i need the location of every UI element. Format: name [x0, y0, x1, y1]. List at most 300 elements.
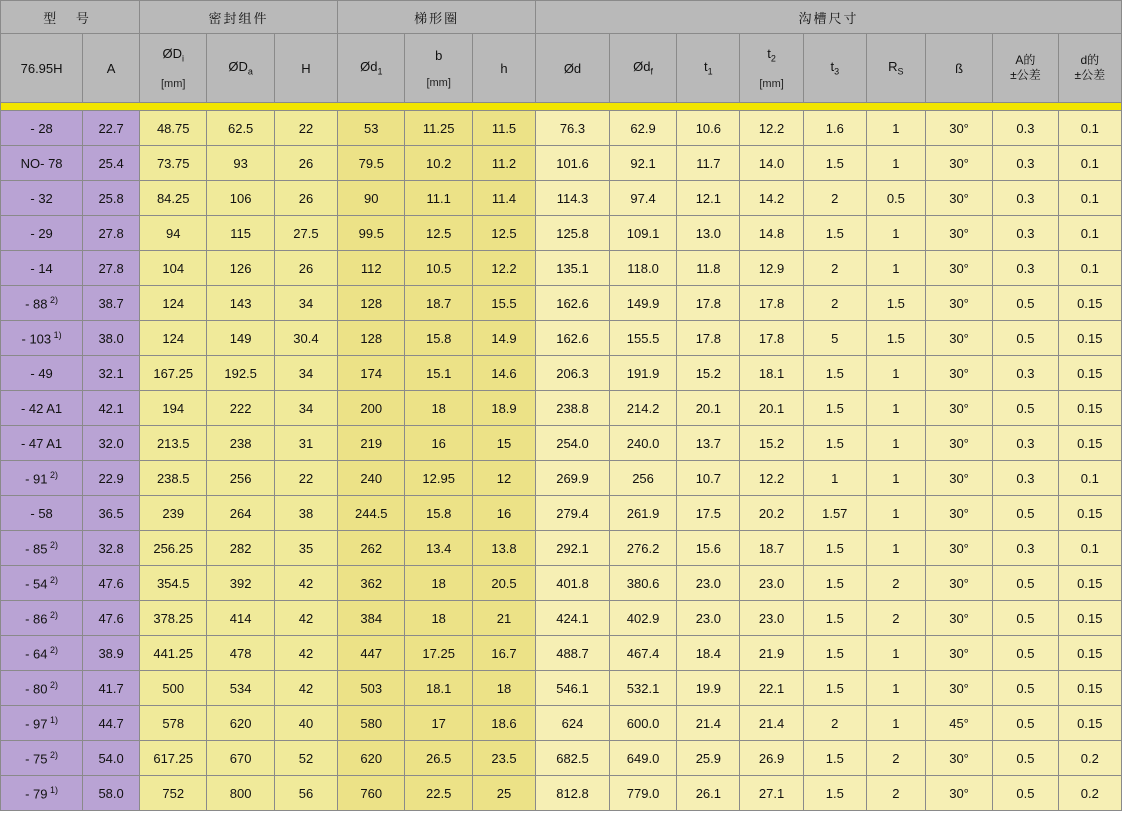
cell-beta: 30°: [925, 741, 992, 776]
table-row: [1, 531, 1122, 566]
cell-df: 649.0: [609, 741, 676, 776]
cell-t2: 20.1: [740, 391, 803, 426]
cell-t3: 1.5: [803, 356, 866, 391]
cell-df: 118.0: [609, 251, 676, 286]
cell-d: 279.4: [536, 496, 610, 531]
cell-t2: 17.8: [740, 286, 803, 321]
cell-b: 17.25: [405, 636, 472, 671]
cell-b: 18: [405, 601, 472, 636]
cell-model: - 29: [1, 216, 83, 251]
tolerance-A-line2: ±公差: [1010, 68, 1041, 82]
cell-beta: 30°: [925, 356, 992, 391]
cell-t3: 1.5: [803, 146, 866, 181]
column-header-A: [83, 34, 140, 103]
cell-tolerance-A: 0.5: [993, 636, 1058, 671]
cell-Da: 62.5: [207, 111, 274, 146]
cell-df: 214.2: [609, 391, 676, 426]
cell-model: - 80 $^{2)}$: [1, 671, 83, 706]
accent-divider-row: [1, 103, 1122, 111]
cell-t2: 23.0: [740, 566, 803, 601]
table-row: [1, 426, 1122, 461]
cell-Di: 239: [140, 496, 207, 531]
cell-b: 10.5: [405, 251, 472, 286]
cell-t2: 18.1: [740, 356, 803, 391]
cell-t3: 1.5: [803, 671, 866, 706]
column-unit-mm-seal: [mm]: [161, 77, 186, 90]
cell-H: 26: [274, 251, 337, 286]
column-symbol-h: h: [500, 60, 508, 76]
cell-h: 12: [472, 461, 535, 496]
cell-t2: 23.0: [740, 601, 803, 636]
cell-df: 402.9: [609, 601, 676, 636]
cell-Di: 48.75: [140, 111, 207, 146]
cell-Rs: 0.5: [866, 181, 925, 216]
table-row: [1, 111, 1122, 146]
cell-Da: 478: [207, 636, 274, 671]
column-symbol-d: Ød: [563, 60, 582, 76]
table-row: [1, 216, 1122, 251]
cell-t2: 12.2: [740, 461, 803, 496]
cell-H: 26: [274, 181, 337, 216]
cell-t3: 2: [803, 181, 866, 216]
cell-t3: 1.5: [803, 776, 866, 811]
cell-t3: 1.5: [803, 636, 866, 671]
cell-t1: 20.1: [677, 391, 740, 426]
cell-d1: 503: [338, 671, 405, 706]
tolerance-A-line1: A的: [1015, 53, 1036, 67]
cell-beta: 30°: [925, 321, 992, 356]
tolerance-d-line2: ±公差: [1074, 68, 1106, 82]
cell-t2: 15.2: [740, 426, 803, 461]
cell-t1: 17.8: [677, 321, 740, 356]
cell-beta: 30°: [925, 601, 992, 636]
cell-Da: 256: [207, 461, 274, 496]
cell-t2: 22.1: [740, 671, 803, 706]
cell-b: 26.5: [405, 741, 472, 776]
cell-Di: 378.25: [140, 601, 207, 636]
column-header-df: [609, 34, 676, 103]
cell-Da: 620: [207, 706, 274, 741]
cell-Di: 104: [140, 251, 207, 286]
cell-Da: 126: [207, 251, 274, 286]
cell-beta: 45°: [925, 706, 992, 741]
cell-model: - 103 $^{1)}$: [1, 321, 83, 356]
cell-tolerance-d: 0.15: [1058, 426, 1121, 461]
cell-tolerance-d: 0.15: [1058, 391, 1121, 426]
cell-df: 155.5: [609, 321, 676, 356]
cell-df: 380.6: [609, 566, 676, 601]
cell-t3: 1.5: [803, 391, 866, 426]
group-header-seal-assembly: 密封组件: [140, 1, 338, 34]
cell-A: 38.0: [83, 321, 140, 356]
cell-b: 18: [405, 391, 472, 426]
cell-d1: 447: [338, 636, 405, 671]
cell-tolerance-A: 0.5: [993, 741, 1058, 776]
cell-t1: 11.7: [677, 146, 740, 181]
cell-beta: 30°: [925, 286, 992, 321]
cell-Di: 578: [140, 706, 207, 741]
column-symbol-beta: ß: [955, 60, 964, 76]
cell-Rs: 1: [866, 356, 925, 391]
cell-b: 22.5: [405, 776, 472, 811]
cell-model: - 85 $^{2)}$: [1, 531, 83, 566]
cell-Da: 264: [207, 496, 274, 531]
cell-d1: 128: [338, 286, 405, 321]
column-unit-mm-groove: [mm]: [759, 77, 784, 90]
table-row: [1, 391, 1122, 426]
cell-t3: 1.5: [803, 216, 866, 251]
cell-t2: 21.4: [740, 706, 803, 741]
cell-A: 58.0: [83, 776, 140, 811]
cell-tolerance-d: 0.15: [1058, 706, 1121, 741]
cell-t3: 5: [803, 321, 866, 356]
cell-Rs: 1: [866, 531, 925, 566]
cell-beta: 30°: [925, 146, 992, 181]
cell-h: 14.6: [472, 356, 535, 391]
cell-tolerance-A: 0.3: [993, 181, 1058, 216]
cell-A: 32.0: [83, 426, 140, 461]
cell-H: 42: [274, 566, 337, 601]
cell-Da: 149: [207, 321, 274, 356]
cell-Rs: 1: [866, 216, 925, 251]
table-row: [1, 741, 1122, 776]
cell-tolerance-A: 0.3: [993, 531, 1058, 566]
cell-Rs: 1: [866, 706, 925, 741]
cell-t1: 23.0: [677, 566, 740, 601]
cell-H: 34: [274, 391, 337, 426]
cell-H: 38: [274, 496, 337, 531]
table-row: [1, 356, 1122, 391]
cell-Di: 256.25: [140, 531, 207, 566]
cell-tolerance-d: 0.2: [1058, 741, 1121, 776]
cell-tolerance-A: 0.5: [993, 776, 1058, 811]
cell-beta: 30°: [925, 426, 992, 461]
column-symbol-b: b: [435, 47, 443, 63]
cell-Da: 106: [207, 181, 274, 216]
cell-model-note: 1): [47, 784, 59, 795]
column-header-tolerance-A: [993, 34, 1058, 103]
cell-t1: 17.5: [677, 496, 740, 531]
table-row: [1, 461, 1122, 496]
cell-b: 16: [405, 426, 472, 461]
group-header-trapezoid-ring: 梯形圈: [338, 1, 536, 34]
table-header: [1, 1, 1122, 111]
cell-beta: 30°: [925, 391, 992, 426]
cell-h: 16: [472, 496, 535, 531]
cell-h: 15.5: [472, 286, 535, 321]
cell-b: 10.2: [405, 146, 472, 181]
column-header-Di: [140, 34, 207, 103]
cell-t3: 1.5: [803, 426, 866, 461]
cell-h: 13.8: [472, 531, 535, 566]
table-row: [1, 601, 1122, 636]
cell-d1: 262: [338, 531, 405, 566]
cell-Di: 354.5: [140, 566, 207, 601]
cell-b: 11.25: [405, 111, 472, 146]
cell-model: - 79 $^{1)}$: [1, 776, 83, 811]
cell-df: 92.1: [609, 146, 676, 181]
cell-t1: 12.1: [677, 181, 740, 216]
cell-model: - 88 $^{2)}$: [1, 286, 83, 321]
cell-t3: 1.57: [803, 496, 866, 531]
cell-beta: 30°: [925, 216, 992, 251]
cell-h: 12.2: [472, 251, 535, 286]
cell-A: 41.7: [83, 671, 140, 706]
cell-H: 40: [274, 706, 337, 741]
tolerance-d-line1: d的: [1080, 53, 1100, 67]
cell-h: 14.9: [472, 321, 535, 356]
column-header-d1: [338, 34, 405, 103]
cell-A: 47.6: [83, 601, 140, 636]
cell-d: 76.3: [536, 111, 610, 146]
cell-Da: 282: [207, 531, 274, 566]
cell-d: 114.3: [536, 181, 610, 216]
cell-H: 22: [274, 461, 337, 496]
cell-h: 11.2: [472, 146, 535, 181]
cell-tolerance-A: 0.3: [993, 426, 1058, 461]
cell-model: - 64 $^{2)}$: [1, 636, 83, 671]
cell-tolerance-d: 0.15: [1058, 321, 1121, 356]
cell-A: 47.6: [83, 566, 140, 601]
cell-Rs: 1: [866, 426, 925, 461]
cell-Da: 800: [207, 776, 274, 811]
cell-tolerance-d: 0.1: [1058, 146, 1121, 181]
column-symbol-t1: $t_1$: [704, 59, 713, 77]
cell-model: - 49: [1, 356, 83, 391]
cell-d: 292.1: [536, 531, 610, 566]
cell-df: 109.1: [609, 216, 676, 251]
cell-model: - 28: [1, 111, 83, 146]
cell-t3: 1: [803, 461, 866, 496]
cell-tolerance-A: 0.3: [993, 251, 1058, 286]
cell-t1: 17.8: [677, 286, 740, 321]
cell-b: 15.8: [405, 321, 472, 356]
cell-H: 30.4: [274, 321, 337, 356]
cell-tolerance-A: 0.3: [993, 146, 1058, 181]
table-row: [1, 636, 1122, 671]
cell-tolerance-d: 0.1: [1058, 216, 1121, 251]
cell-beta: 30°: [925, 461, 992, 496]
cell-t3: 1.5: [803, 566, 866, 601]
cell-t2: 26.9: [740, 741, 803, 776]
cell-H: 27.5: [274, 216, 337, 251]
cell-Rs: 1: [866, 111, 925, 146]
cell-H: 31: [274, 426, 337, 461]
cell-tolerance-A: 0.5: [993, 671, 1058, 706]
cell-beta: 30°: [925, 636, 992, 671]
cell-df: 779.0: [609, 776, 676, 811]
cell-b: 15.1: [405, 356, 472, 391]
cell-model-note: 2): [47, 609, 59, 620]
cell-model-note: 2): [47, 574, 59, 585]
cell-tolerance-d: 0.1: [1058, 531, 1121, 566]
cell-df: 600.0: [609, 706, 676, 741]
cell-A: 27.8: [83, 251, 140, 286]
cell-t1: 25.9: [677, 741, 740, 776]
cell-t1: 10.6: [677, 111, 740, 146]
column-symbol-t3: $t_3$: [830, 59, 840, 77]
cell-h: 18.9: [472, 391, 535, 426]
cell-b: 13.4: [405, 531, 472, 566]
cell-d1: 244.5: [338, 496, 405, 531]
cell-df: 276.2: [609, 531, 676, 566]
cell-d1: 79.5: [338, 146, 405, 181]
cell-d: 546.1: [536, 671, 610, 706]
column-header-Rs: [866, 34, 925, 103]
cell-h: 20.5: [472, 566, 535, 601]
cell-Rs: 1.5: [866, 321, 925, 356]
cell-d: 624: [536, 706, 610, 741]
cell-d1: 362: [338, 566, 405, 601]
cell-A: 25.8: [83, 181, 140, 216]
column-header-beta: [925, 34, 992, 103]
cell-h: 11.4: [472, 181, 535, 216]
cell-t3: 1.6: [803, 111, 866, 146]
cell-Da: 670: [207, 741, 274, 776]
cell-d1: 240: [338, 461, 405, 496]
column-unit-mm-ring: [mm]: [426, 76, 451, 89]
cell-tolerance-A: 0.5: [993, 566, 1058, 601]
cell-tolerance-A: 0.5: [993, 286, 1058, 321]
cell-Di: 194: [140, 391, 207, 426]
cell-tolerance-d: 0.15: [1058, 356, 1121, 391]
cell-Da: 392: [207, 566, 274, 601]
cell-Rs: 1: [866, 391, 925, 426]
column-symbol-t2: $t_2$: [767, 46, 776, 64]
cell-A: 32.8: [83, 531, 140, 566]
cell-tolerance-A: 0.5: [993, 496, 1058, 531]
cell-t1: 15.2: [677, 356, 740, 391]
cell-d1: 620: [338, 741, 405, 776]
cell-A: 22.9: [83, 461, 140, 496]
cell-t2: 14.2: [740, 181, 803, 216]
cell-A: 42.1: [83, 391, 140, 426]
cell-d: 206.3: [536, 356, 610, 391]
cell-beta: 30°: [925, 251, 992, 286]
cell-b: 18: [405, 566, 472, 601]
cell-d1: 128: [338, 321, 405, 356]
cell-tolerance-d: 0.2: [1058, 776, 1121, 811]
cell-H: 42: [274, 601, 337, 636]
cell-h: 12.5: [472, 216, 535, 251]
cell-t3: 2: [803, 251, 866, 286]
cell-df: 97.4: [609, 181, 676, 216]
cell-tolerance-A: 0.5: [993, 601, 1058, 636]
cell-d: 101.6: [536, 146, 610, 181]
table-row: [1, 566, 1122, 601]
cell-tolerance-A: 0.3: [993, 216, 1058, 251]
cell-model-note: 1): [51, 329, 62, 340]
cell-d: 812.8: [536, 776, 610, 811]
cell-model: - 75 $^{2)}$: [1, 741, 83, 776]
cell-model-note: 2): [47, 294, 59, 305]
cell-df: 191.9: [609, 356, 676, 391]
cell-d: 254.0: [536, 426, 610, 461]
cell-d1: 112: [338, 251, 405, 286]
cell-d: 135.1: [536, 251, 610, 286]
cell-t2: 12.2: [740, 111, 803, 146]
cell-b: 11.1: [405, 181, 472, 216]
cell-d: 682.5: [536, 741, 610, 776]
cell-Di: 124: [140, 321, 207, 356]
cell-d: 269.9: [536, 461, 610, 496]
table-row: [1, 321, 1122, 356]
cell-t2: 14.0: [740, 146, 803, 181]
cell-df: 62.9: [609, 111, 676, 146]
cell-model: - 97 $^{1)}$: [1, 706, 83, 741]
cell-Da: 93: [207, 146, 274, 181]
cell-A: 27.8: [83, 216, 140, 251]
column-symbol-Rs: $R_S$: [888, 59, 904, 77]
cell-tolerance-d: 0.1: [1058, 111, 1121, 146]
cell-d: 424.1: [536, 601, 610, 636]
cell-Di: 84.25: [140, 181, 207, 216]
cell-h: 25: [472, 776, 535, 811]
cell-h: 18: [472, 671, 535, 706]
cell-Di: 617.25: [140, 741, 207, 776]
table-row: [1, 776, 1122, 811]
cell-t1: 10.7: [677, 461, 740, 496]
cell-Rs: 2: [866, 566, 925, 601]
cell-tolerance-A: 0.5: [993, 391, 1058, 426]
cell-H: 34: [274, 356, 337, 391]
cell-beta: 30°: [925, 181, 992, 216]
column-header-tolerance-d: [1058, 34, 1121, 103]
cell-model-note: 2): [47, 644, 59, 655]
cell-t2: 12.9: [740, 251, 803, 286]
table-row: [1, 181, 1122, 216]
column-header-H: [274, 34, 337, 103]
cell-Rs: 1: [866, 671, 925, 706]
cell-t3: 1.5: [803, 531, 866, 566]
cell-t3: 1.5: [803, 741, 866, 776]
cell-t3: 1.5: [803, 601, 866, 636]
cell-Di: 73.75: [140, 146, 207, 181]
cell-d1: 90: [338, 181, 405, 216]
cell-h: 21: [472, 601, 535, 636]
cell-model: - 47 A1: [1, 426, 83, 461]
cell-model: - 14: [1, 251, 83, 286]
cell-d1: 174: [338, 356, 405, 391]
table-row: [1, 671, 1122, 706]
cell-model: - 54 $^{2)}$: [1, 566, 83, 601]
cell-h: 16.7: [472, 636, 535, 671]
table-row: [1, 286, 1122, 321]
cell-tolerance-d: 0.1: [1058, 461, 1121, 496]
table-row: [1, 496, 1122, 531]
cell-A: 32.1: [83, 356, 140, 391]
cell-t1: 13.7: [677, 426, 740, 461]
cell-d: 162.6: [536, 321, 610, 356]
cell-model-note: 2): [47, 539, 59, 550]
cell-t1: 15.6: [677, 531, 740, 566]
cell-A: 36.5: [83, 496, 140, 531]
group-header-model: 型 号: [1, 1, 140, 34]
cell-t1: 18.4: [677, 636, 740, 671]
cell-t1: 11.8: [677, 251, 740, 286]
column-symbol-H: H: [301, 60, 311, 76]
cell-Rs: 1: [866, 251, 925, 286]
column-symbol-df: $Ød_f$: [633, 59, 653, 77]
cell-H: 52: [274, 741, 337, 776]
cell-A: 38.9: [83, 636, 140, 671]
cell-model-note: 2): [47, 679, 59, 690]
cell-Da: 534: [207, 671, 274, 706]
cell-df: 256: [609, 461, 676, 496]
cell-H: 34: [274, 286, 337, 321]
cell-df: 532.1: [609, 671, 676, 706]
cell-df: 240.0: [609, 426, 676, 461]
